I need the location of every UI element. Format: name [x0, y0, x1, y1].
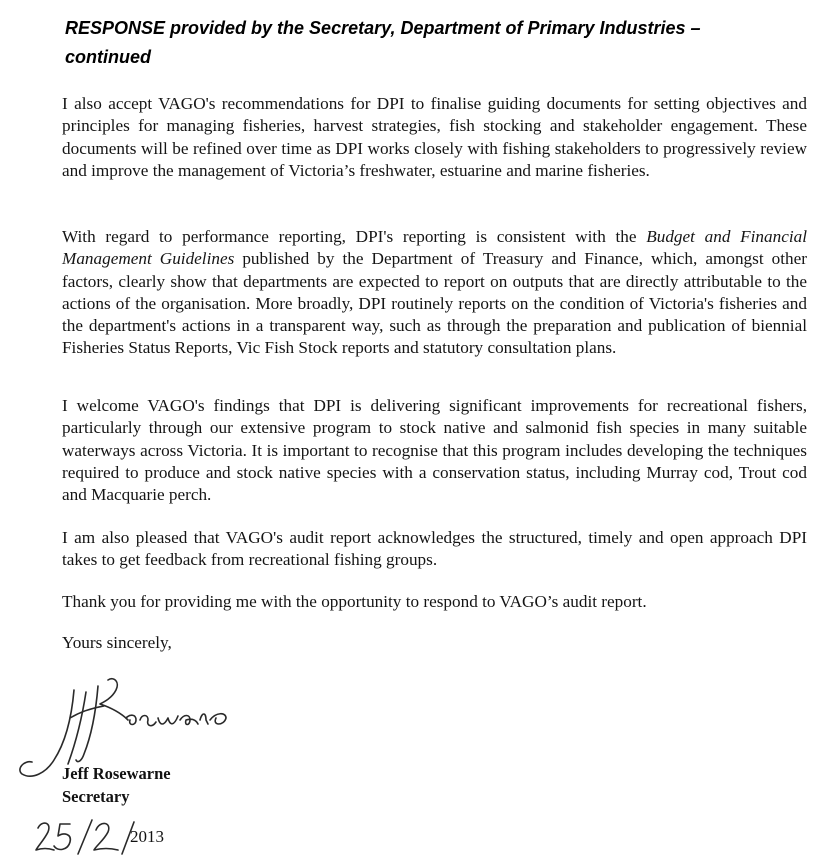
paragraph-recommendations: I also accept VAGO's recommendations for DPI to finalise guiding documents for setting objectives and principles for managing fisheries, harvest strategies, fish stocking and stakeholder engagement. These documents will be refined over time as DPI works closely with fishing stakeholders to progressively review and improve the management of Victoria’s freshwater, estuarine and marine fisheries. [62, 94, 807, 180]
heading-line-2: continued [65, 47, 151, 67]
handwritten-date [34, 818, 142, 856]
closing-salutation: Yours sincerely, [62, 633, 172, 652]
paragraph-performance-reporting [62, 226, 807, 360]
heading-line-1: RESPONSE provided by the Secretary, Department of Primary Industries – [65, 18, 701, 38]
date-year: 2013 [130, 827, 164, 846]
p2-text-before: With regard to performance reporting, DPI's reporting is consistent with the [62, 227, 647, 246]
response-heading [65, 14, 805, 72]
p2-text-after: published by the Department of Treasury and Finance, which, amongst other factors, clearly show that departments are expected to report on outputs that are directly attributable to the actions of the organisation. More broadly, DPI routinely reports on the condition of Victoria's fisheries and the department's actions in a transparent way, such as through the preparation and publication of biennial Fisheries Status Reports, Vic Fish Stock reports and statutory consultation plans. [62, 249, 807, 358]
paragraph-feedback-approach: I am also pleased that VAGO's audit report acknowledges the structured, timely and open approach DPI takes to get feedback from recreational fishing groups. [62, 528, 807, 570]
signer-title: Secretary [62, 787, 130, 806]
paragraph-recreational-fishers: I welcome VAGO's findings that DPI is delivering significant improvements for recreational fishers, particularly through our extensive program to stock native and salmonid fish species in many suitable waterways across Victoria. It is important to recognise that this program includes developing the techniques required to produce and stock native species with a conservation status, including Murray cod, Trout cod and Macquarie perch. [62, 396, 807, 505]
paragraph-thank-you: Thank you for providing me with the opportunity to respond to VAGO’s audit report. [62, 592, 647, 611]
p2-guidelines-title: Budget and Financial Management Guidelines [62, 227, 807, 269]
signer-name: Jeff Rosewarne [62, 764, 171, 783]
